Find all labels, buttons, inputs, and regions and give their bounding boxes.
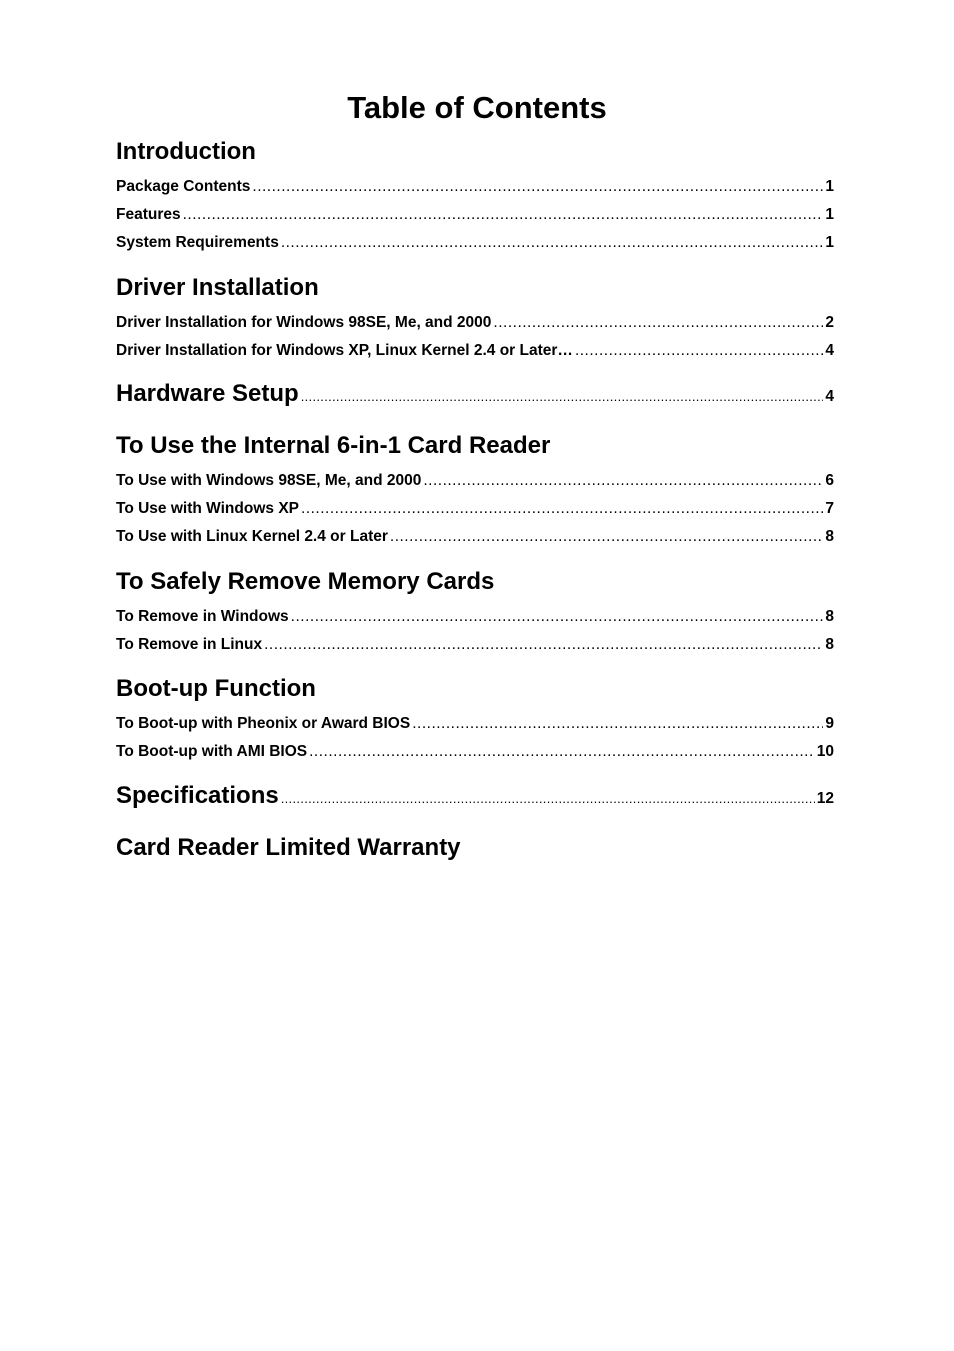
toc-entry-label: To Boot-up with Pheonix or Award BIOS [116,715,411,732]
dot-leader [301,389,824,404]
toc-entry-page: 4 [825,388,834,405]
dot-leader [281,229,824,257]
toc-entry-page: 6 [825,472,834,489]
section-heading-card-reader: To Use the Internal 6-in-1 Card Reader [116,432,551,459]
toc-entry-label: Package Contents [116,178,251,195]
section-heading-boot-up: Boot-up Function [116,675,316,702]
section-driver-installation [116,273,834,365]
section-warranty [116,833,834,863]
toc-entry-label: Driver Installation for Windows XP, Linux Kernel 2.4 or Later… [116,342,573,359]
dot-leader [390,523,823,551]
toc-list-introduction [116,173,834,257]
toc-entry-label: To Remove in Windows [116,608,289,625]
dot-leader [291,603,824,631]
toc-entry-label: To Use with Windows XP [116,500,299,517]
toc-entry-page: 10 [816,743,834,760]
dot-leader [575,337,823,365]
toc-entry-page: 7 [825,500,834,517]
toc-entry-page: 12 [816,790,834,807]
toc-entry-page: 1 [825,234,834,251]
toc-entry[interactable] [116,603,834,631]
toc-entry-page: 4 [825,342,834,359]
section-heading-specifications: Specifications [116,782,279,809]
toc-entry-page: 9 [825,715,834,732]
toc-entry[interactable] [116,229,834,257]
toc-entry-page: 1 [825,178,834,195]
toc-entry[interactable] [116,738,834,766]
toc-list-boot-up [116,710,834,766]
toc-entry[interactable] [116,309,834,337]
toc-entry-label: To Boot-up with AMI BIOS [116,743,308,760]
dot-leader [309,738,815,766]
toc-entry-label: Features [116,206,181,223]
toc-entry[interactable] [116,173,834,201]
toc-entry-page: 8 [825,528,834,545]
toc-entry-label: To Use with Windows 98SE, Me, and 2000 [116,472,422,489]
dot-leader [423,467,823,495]
toc-entry-page: 8 [825,608,834,625]
dot-leader [493,309,823,337]
section-boot-up [116,674,834,766]
dot-leader [301,495,823,523]
section-hardware-setup [116,379,834,411]
toc-heading-entry-hardware-setup[interactable] [116,379,834,411]
toc-entry-page: 1 [825,206,834,223]
toc-entry[interactable] [116,201,834,229]
page-title: Table of Contents [347,90,607,125]
toc-entry-label: System Requirements [116,234,279,251]
toc-entry-label: To Remove in Linux [116,636,263,653]
section-heading-introduction: Introduction [116,138,256,165]
section-specifications [116,781,834,813]
toc-list-card-reader [116,467,834,551]
toc-entry[interactable] [116,710,834,738]
section-heading-hardware-setup: Hardware Setup [116,380,299,407]
section-heading-warranty[interactable]: Card Reader Limited Warranty [116,834,461,861]
toc-entry-label: To Use with Linux Kernel 2.4 or Later [116,528,388,545]
toc-entry-page: 2 [825,314,834,331]
dot-leader [264,631,823,659]
dot-leader [183,201,824,229]
section-heading-driver-installation: Driver Installation [116,274,319,301]
toc-entry[interactable] [116,467,834,495]
section-remove-cards [116,567,834,659]
toc-list-remove-cards [116,603,834,659]
section-heading-remove-cards: To Safely Remove Memory Cards [116,568,495,595]
dot-leader [281,791,815,806]
toc-entry[interactable] [116,523,834,551]
toc-entry[interactable] [116,495,834,523]
section-card-reader [116,431,834,551]
toc-entry-page: 8 [825,636,834,653]
dot-leader [252,173,823,201]
toc-entry[interactable] [116,337,834,365]
toc-heading-entry-specifications[interactable] [116,781,834,813]
toc-entry-label: Driver Installation for Windows 98SE, Me, and 2000 [116,314,492,331]
section-introduction [116,137,834,257]
toc-entry[interactable] [116,631,834,659]
toc-list-driver-installation [116,309,834,365]
dot-leader [412,710,823,738]
